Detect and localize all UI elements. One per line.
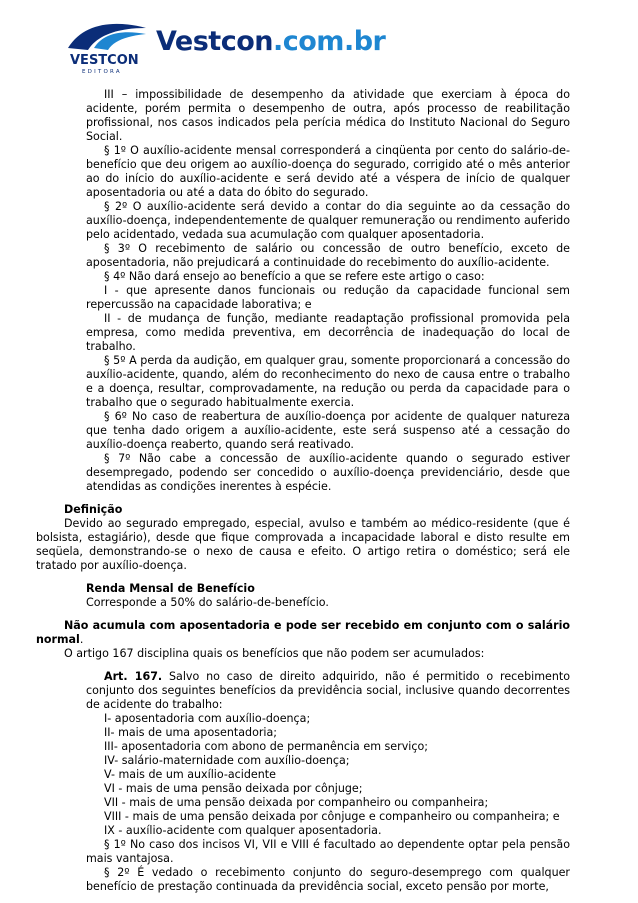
list-item: V- mais de um auxílio-acidente [104,768,276,781]
paragraph: Devido ao segurado empregado, especial, avulso e também ao médico-residente (que é bolsista, estagiário), desde que fique comprovada a incapacidade laboral e disto resulte em seqüela, demonstrando-se o nexo de causa e efeito. O artigo retira o doméstico; será ele tratado por auxílio-doença. [36,517,570,572]
paragraph: I - que apresente danos funcionais ou redução da capacidade funcional sem repercussão na capacidade laborativa; e [86,284,570,311]
site-name-main: Vestcon [156,26,273,57]
paragraph: § 3º O recebimento de salário ou concessão de outro benefício, exceto de aposentadoria, não prejudicará a continuidade do recebimento do auxílio-acidente. [86,242,570,269]
paragraph: § 2º O auxílio-acidente será devido a contar do dia seguinte ao da cessação do auxílio-doença, independentemente de qualquer remuneração ou rendimento auferido pelo acidentado, vedada sua acumulação com qualquer aposentadoria. [86,200,570,241]
paragraph: § 5º A perda da audição, em qualquer grau, somente proporcionará a concessão do auxílio-acidente, quando, além do reconhecimento do nexo de causa entre o trabalho e a doença, resultar, comprovadamente, na redução ou perda da capacidade para o trabalho que o segurado habitualmente exercia. [86,354,570,409]
list-item: VIII - mais de uma pensão deixada por cônjuge e companheiro ou companheira; e [104,810,560,823]
paragraph: § 4º Não dará ensejo ao benefício a que se refere este artigo o caso: [104,270,485,283]
logo-brand-subtext: EDITORA [82,69,122,74]
section-heading: Renda Mensal de Benefício [86,582,255,595]
paragraph: O artigo 167 disciplina quais os benefícios que não podem ser acumulados: [64,647,485,660]
vestcon-logo [64,18,148,74]
paragraph: § 1º O auxílio-acidente mensal corresponderá a cinqüenta por cento do salário-de-benefício que deu origem ao auxílio-doença do segurado, corrigido até o mês anterior ao do início do auxílio-acidente e será devido até a véspera de início de qualquer aposentadoria ou até a data do óbito do segurado. [86,144,570,199]
paragraph: § 1º No caso dos incisos VI, VII e VIII é facultado ao dependente optar pela pensão mais vantajosa. [86,838,570,865]
document-body [36,88,570,894]
list-item: VI - mais de uma pensão deixada por cônjuge; [104,782,363,795]
paragraph: § 6º No caso de reabertura de auxílio-doença por acidente de qualquer natureza que tenha dado origem a auxílio-acidente, este será suspenso até a cessação do auxílio-doença reaberto, quando será reativado. [86,410,570,451]
article-167: Art. 167. Salvo no caso de direito adquirido, não é permitido o recebimento conjunto dos seguintes benefícios da previdência social, inclusive quando decorrentes de acidente do trabalho: [86,670,570,711]
article-items-list [64,712,570,838]
paragraph: § 7º Não cabe a concessão de auxílio-acidente quando o segurado estiver desempregado, podendo ser concedido o auxílio-doença previdenciário, desde que atendidas as condições inerentes à espécie. [86,452,570,493]
logo-brand-text: VESTCON [70,53,139,68]
article-label: Art. 167. [104,670,163,683]
paragraph: III – impossibilidade de desempenho da atividade que exerciam à época do acidente, porém permita o desempenho de outra, após processo de reabilitação profissional, nos casos indicados pela perícia médica do Instituto Nacional do Seguro Social. [86,88,570,143]
paragraph: Corresponde a 50% do salário-de-benefício. [86,596,329,609]
list-item: IV- salário-maternidade com auxílio-doença; [104,754,350,767]
site-name [156,26,385,57]
site-name-tld: .com.br [273,26,386,57]
paragraph: § 2º É vedado o recebimento conjunto do seguro-desemprego com qualquer benefício de prestação continuada da previdência social, exceto pensão por morte, [86,866,570,893]
page-header [64,18,584,74]
list-item: IX - auxílio-acidente com qualquer aposentadoria. [104,824,382,837]
list-item: VII - mais de uma pensão deixada por companheiro ou companheira; [104,796,489,809]
section-heading: Não acumula com aposentadoria e pode ser recebido em conjunto com o salário normal. [36,619,570,646]
list-item: I- aposentadoria com auxílio-doença; [104,712,311,725]
section-heading: Definição [64,503,123,516]
list-item: III- aposentadoria com abono de permanência em serviço; [104,740,428,753]
paragraph: II - de mudança de função, mediante readaptação profissional promovida pela empresa, como medida preventiva, em decorrência de inadequação do local de trabalho. [86,312,570,353]
list-item: II- mais de uma aposentadoria; [104,726,278,739]
